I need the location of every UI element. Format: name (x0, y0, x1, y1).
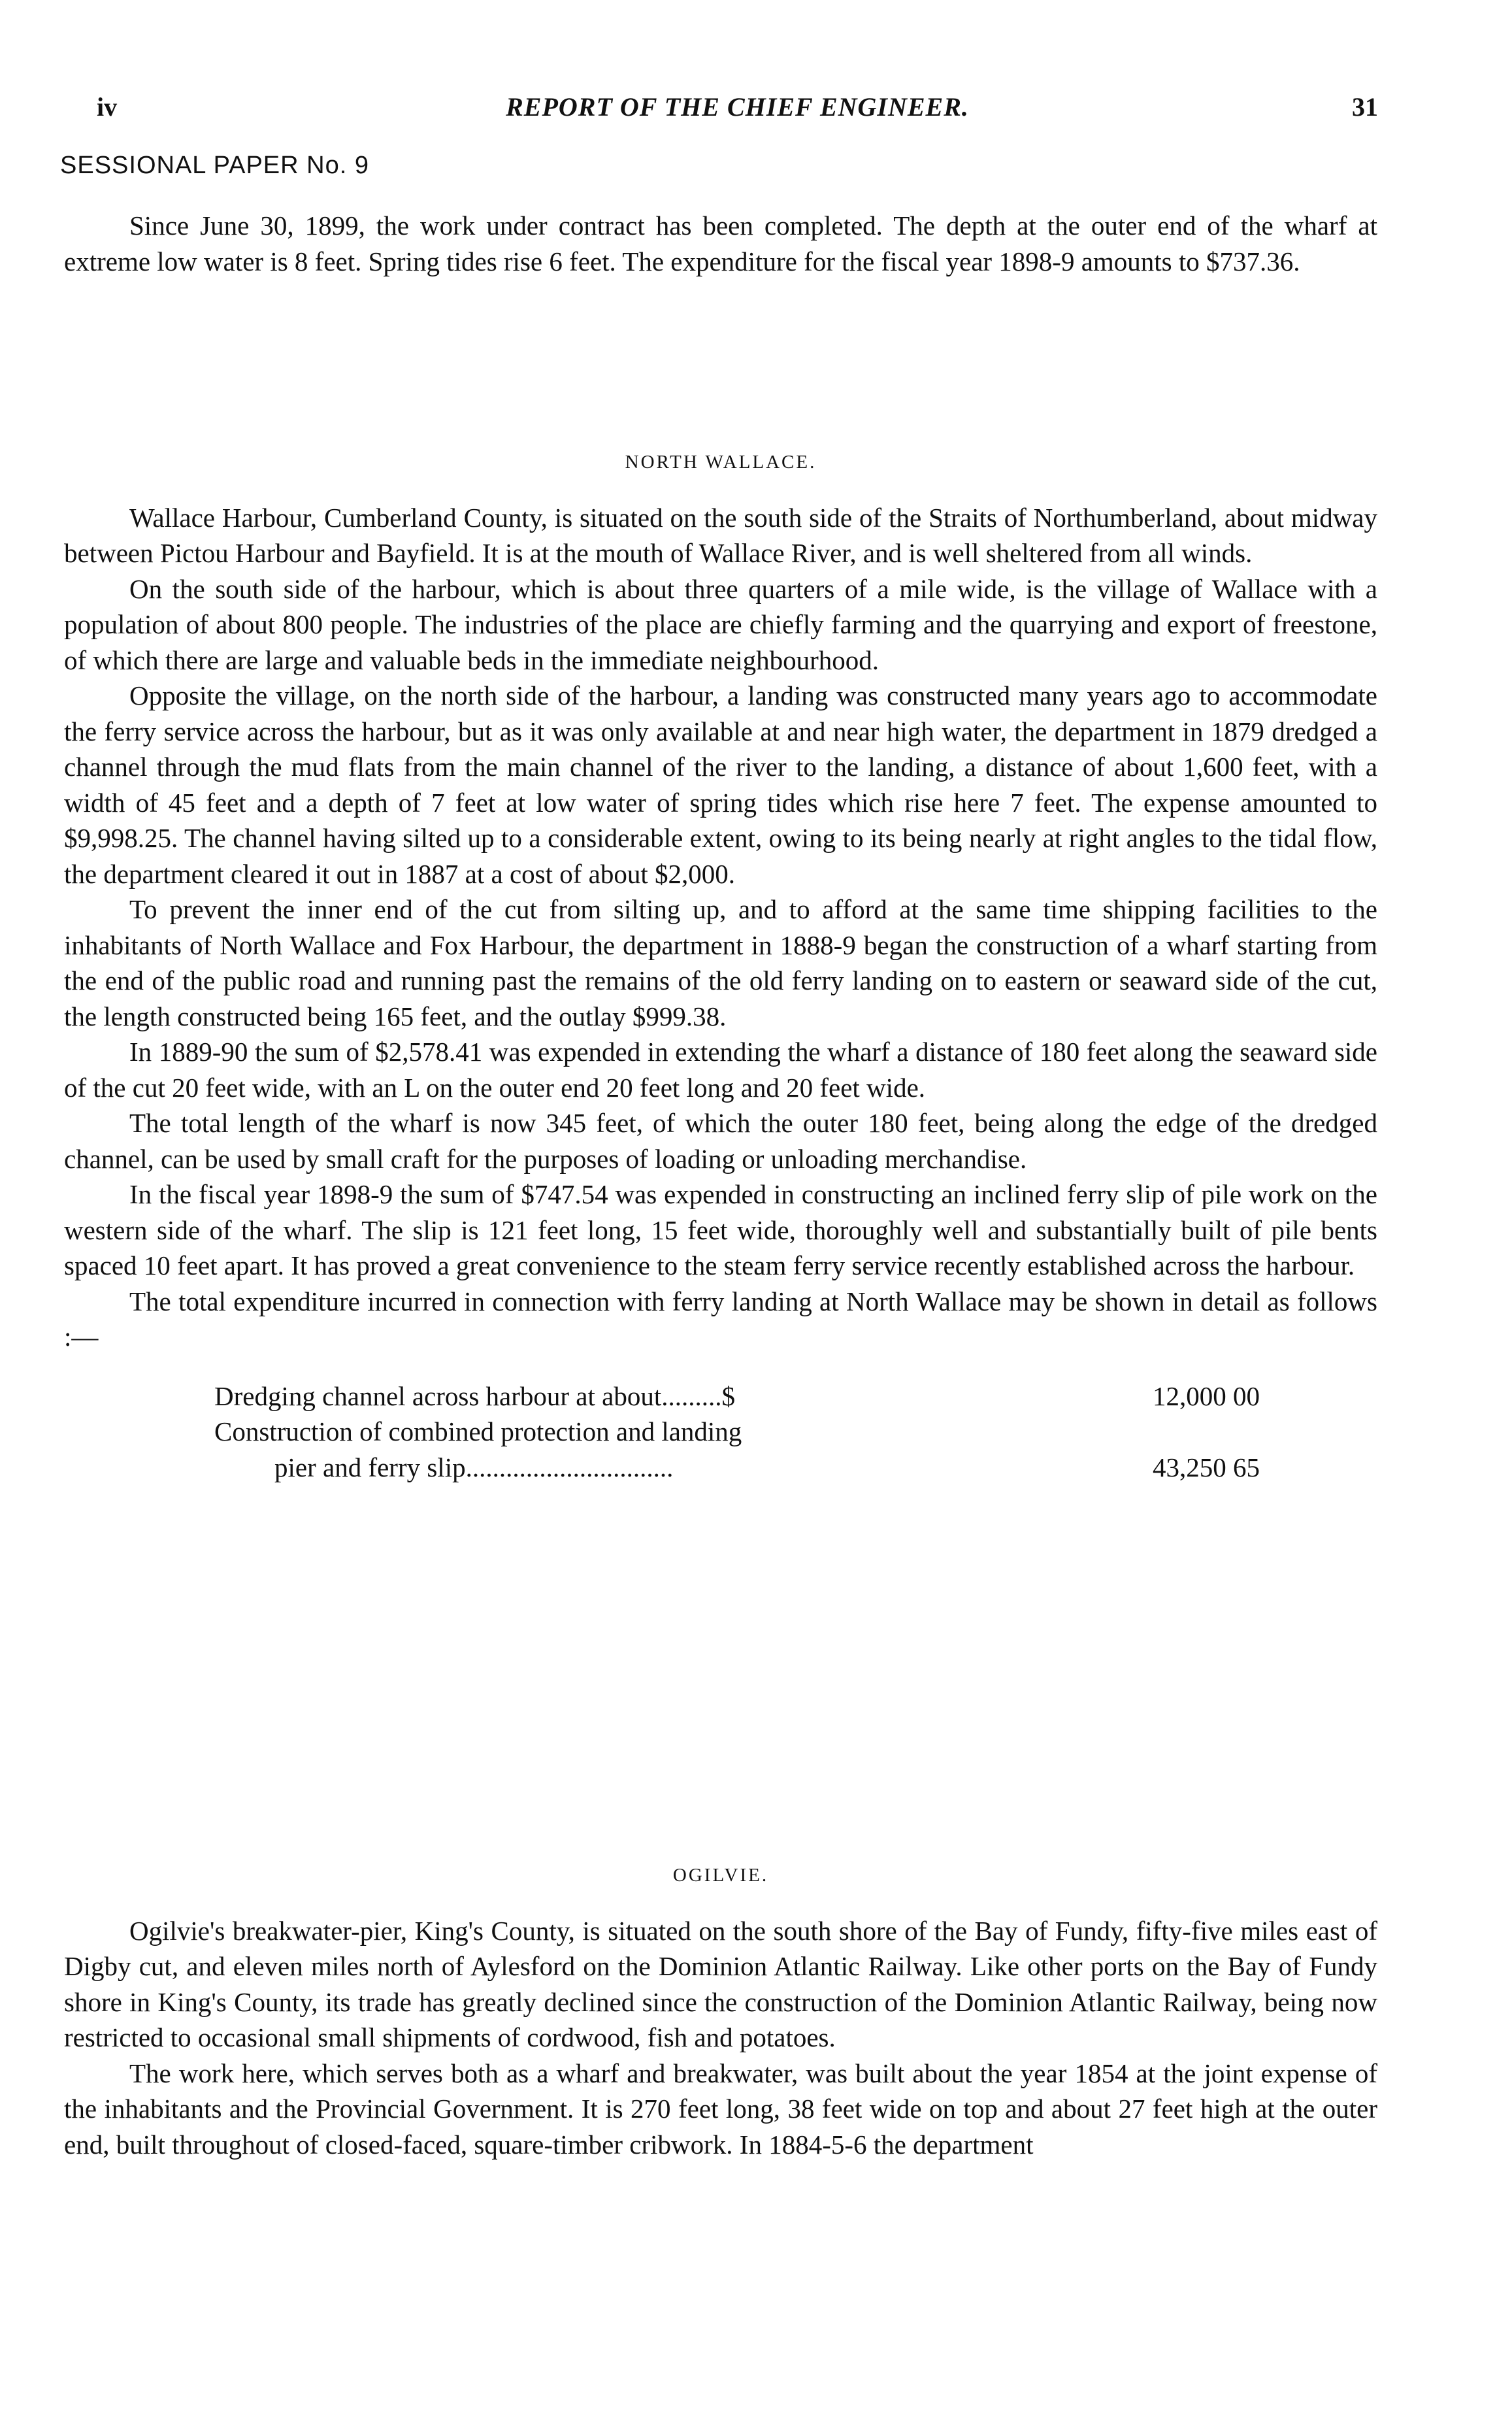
paragraph: Wallace Harbour, Cumberland County, is situated on the south side of the Straits of Northumberland, about midway between Pictou Harbour and Bayfield. It is at the mouth of Wallace River, and is well sheltered from all winds. (64, 502, 1377, 568)
paragraph: In 1889-90 the sum of $2,578.41 was expended in extending the wharf a distance of 180 feet along the seaward side of the cut 20 feet wide, with an L on the outer end 20 feet long and 20 feet wide. (64, 1037, 1377, 1103)
ledger-label: Construction of combined protection and landing (214, 1416, 742, 1446)
north-wallace-section (64, 444, 1377, 1537)
paragraph: In the fiscal year 1898-9 the sum of $747.54 was expended in constructing an inclined ferry slip of pile work on the western side of the wharf. The slip is 121 feet long, 15 feet wide, thoroughly well and substantially built of pile bents spaced 10 feet apart. It has proved a great convenience to the steam ferry service recently established across the harbour. (64, 1179, 1377, 1280)
ledger-amount: 12,000 00 (1153, 1380, 1260, 1411)
paragraph: Ogilvie's breakwater-pier, King's County, is situated on the south shore of the Bay of Fundy, fifty-five miles east of Digby cut, and eleven miles north of Aylesford on the Dominion Atlantic Railway. Like other ports on the Bay of Fundy shore in King's County, its trade has greatly declined since the construction of the Dominion Atlantic Railway, being now restricted to occasional small shipments of cordwood, fish and potatoes. (64, 1915, 1377, 2052)
paragraph: On the south side of the harbour, which is about three quarters of a mile wide, is the village of Wallace with a population of about 800 people. The industries of the place are chiefly farming and the quarrying and export of freestone, of which there are large and valuable beds in the immediate neighbourhood. (64, 573, 1377, 675)
ogilvie-section (64, 1858, 1377, 2162)
expenditure-table (64, 1378, 1377, 1486)
paragraph: To prevent the inner end of the cut from silting up, and to afford at the same time shipping facilities to the inhabitants of North Wallace and Fox Harbour, the department in 1888-9 began the construction of a wharf starting from the end of the public road and running past the remains of the old ferry landing on to eastern or seaward side of the cut, the length constructed being 165 feet, and the outlay $999.38. (64, 894, 1377, 1031)
table-row (64, 1450, 1377, 1486)
paragraph: The total length of the wharf is now 345 feet, of which the outer 180 feet, being along the edge of the dredged channel, can be used by small craft for the purposes of loading or unloading merchandise. (64, 1108, 1377, 1174)
table-row (64, 1414, 1377, 1450)
paragraph: Opposite the village, on the north side of the harbour, a landing was constructed many years ago to accommodate the ferry service across the harbour, but as it was only available at and near high water, the department in 1879 dredged a channel through the mud flats from the main channel of the river to the landing, a distance of about 1,600 feet, with a width of 45 feet and a depth of 7 feet at low water of spring tides which rise here 7 feet. The expense amounted to $9,998.25. The channel having silted up to a considerable extent, owing to its being nearly at right angles to the tidal flow, the department cleared it out in 1887 at a cost of about $2,000. (64, 680, 1377, 889)
header-roman-page-number: iv (97, 92, 118, 122)
paragraph: The work here, which serves both as a wharf and breakwater, was built about the year 1854 at the joint expense of the inhabitants and the Provincial Government. It is 270 feet long, 38 feet wide on top and about 27 feet high at the outer end, built throughout of closed-faced, square-timber cribwork. In 1884-5-6 the department (64, 2058, 1377, 2160)
intro-section (64, 208, 1377, 279)
sessional-paper-label: SESSIONAL PAPER No. 9 (60, 152, 369, 179)
ledger-amount: 43,250 65 (1153, 1452, 1260, 1482)
paragraph: The total expenditure incurred in connection with ferry landing at North Wallace may be shown in detail as follows :— (64, 1286, 1377, 1352)
ledger-label: Dredging channel across harbour at about.........$ (214, 1380, 735, 1411)
table-row (64, 1378, 1377, 1414)
ledger-label-continuation: pier and ferry slip............................... (274, 1452, 674, 1482)
paragraph: Since June 30, 1899, the work under contract has been completed. The depth at the outer end of the wharf at extreme low water is 8 feet. Spring tides rise 6 feet. The expenditure for the fiscal year 1898-9 amounts to $737.36. (64, 210, 1377, 276)
section-title: NORTH WALLACE. (625, 452, 817, 473)
running-header (97, 92, 1378, 131)
header-page-number: 31 (1352, 92, 1378, 122)
header-title: REPORT OF THE CHIEF ENGINEER. (506, 92, 969, 122)
section-title: OGILVIE. (672, 1865, 769, 1886)
